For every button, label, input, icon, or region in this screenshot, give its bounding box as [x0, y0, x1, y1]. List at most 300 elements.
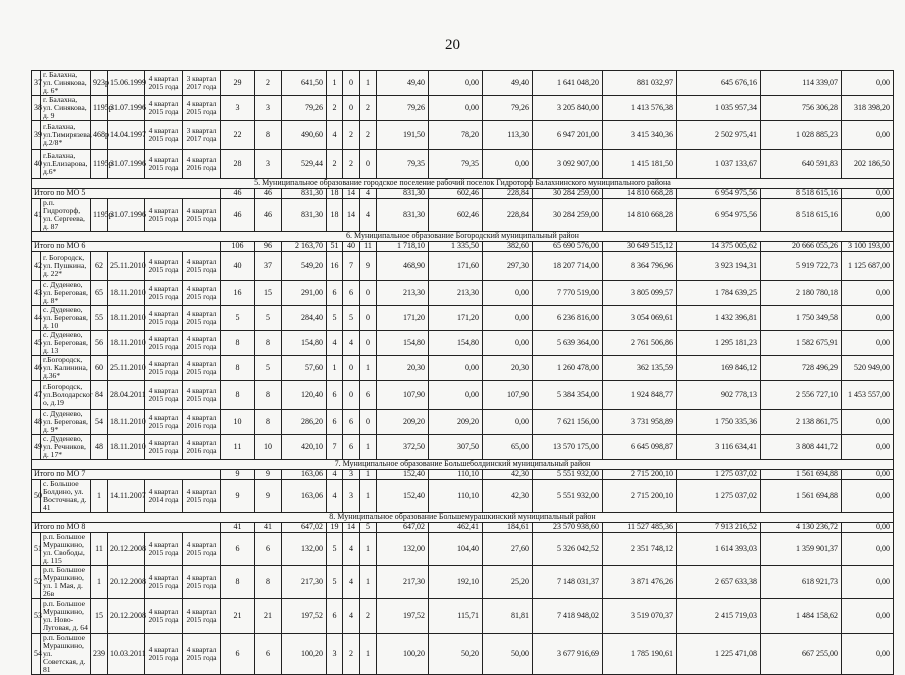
planned-end-period: 4 квартал 2016 года	[183, 150, 221, 179]
planned-start-period: 4 квартал 2015 года	[145, 199, 183, 232]
cell-c6: 8	[221, 381, 255, 410]
cell-c18: 1 561 694,88	[761, 480, 842, 513]
cell-c13: 115,71	[429, 599, 483, 634]
subtotal-cell-c15: 5 551 932,00	[533, 470, 603, 480]
table-row	[32, 435, 894, 460]
planned-start-period: 4 квартал 2015 года	[145, 410, 183, 435]
cell-c16: 3 805 099,57	[603, 281, 677, 306]
cell-c14: 25,20	[483, 566, 533, 599]
section-title: 5. Муниципальное образование городское поселение рабочий поселок Гидроторф Балахнинского муниципального района	[32, 179, 894, 189]
planned-end-period: 4 квартал 2015 года	[183, 252, 221, 281]
cell-c13: 192,10	[429, 566, 483, 599]
subtotal-cell-c15: 23 570 938,60	[533, 523, 603, 533]
document-date: 10.03.2011	[108, 634, 145, 675]
table-row	[32, 356, 894, 381]
cell-c14: 0,00	[483, 281, 533, 306]
cell-c7: 6	[255, 634, 282, 675]
cell-c11: 2	[360, 96, 377, 121]
document-date: 25.11.2010	[108, 356, 145, 381]
address-cell: с. Дуденево, ул. Береговая, д. 13	[41, 331, 91, 356]
cell-c17: 2 657 633,38	[677, 566, 761, 599]
subtotal-cell-c15: 30 284 259,00	[533, 189, 603, 199]
planned-end-period: 4 квартал 2015 года	[183, 599, 221, 634]
cell-c15: 6 236 816,00	[533, 306, 603, 331]
cell-c17: 1 225 471,08	[677, 634, 761, 675]
cell-c15: 5 551 932,00	[533, 480, 603, 513]
planned-end-period: 4 квартал 2015 года	[183, 331, 221, 356]
planned-end-period: 4 квартал 2015 года	[183, 306, 221, 331]
document-date: 15.06.1999	[108, 71, 145, 96]
planned-end-period: 4 квартал 2015 года	[183, 199, 221, 232]
cell-c9: 5	[327, 533, 343, 566]
row-number: 39	[32, 121, 41, 150]
planned-end-period: 3 квартал 2017 года	[183, 121, 221, 150]
cell-c9: 6	[327, 410, 343, 435]
cell-c18: 1 028 885,23	[761, 121, 842, 150]
subtotal-cell-c13: 462,41	[429, 523, 483, 533]
cell-c15: 3 677 916,69	[533, 634, 603, 675]
cell-c8: 291,00	[282, 281, 327, 306]
planned-start-period: 4 квартал 2015 года	[145, 435, 183, 460]
cell-c19: 1 125 687,00	[842, 252, 894, 281]
cell-c15: 1 260 478,00	[533, 356, 603, 381]
planned-end-period: 4 квартал 2015 года	[183, 533, 221, 566]
cell-c9: 18	[327, 199, 343, 232]
subtotal-cell-c6: 46	[221, 189, 255, 199]
cell-c12: 79,35	[377, 150, 429, 179]
subtotal-cell-c13: 1 335,50	[429, 242, 483, 252]
document-date: 14.04.1997	[108, 121, 145, 150]
cell-c19: 0,00	[842, 533, 894, 566]
cell-c6: 46	[221, 199, 255, 232]
resettlement-table	[31, 70, 894, 675]
cell-c7: 8	[255, 566, 282, 599]
cell-c10: 5	[343, 306, 360, 331]
document-date: 18.11.2010	[108, 306, 145, 331]
document-date: 31.07.1996	[108, 96, 145, 121]
planned-end-period: 4 квартал 2015 года	[183, 634, 221, 675]
subtotal-cell-c16: 2 715 200,10	[603, 470, 677, 480]
cell-c8: 57,60	[282, 356, 327, 381]
subtotal-cell-c13: 602,46	[429, 189, 483, 199]
cell-c10: 6	[343, 281, 360, 306]
subtotal-cell-c11: 1	[360, 470, 377, 480]
cell-c13: 307,50	[429, 435, 483, 460]
document-date: 25.11.2010	[108, 252, 145, 281]
cell-c16: 3 054 069,61	[603, 306, 677, 331]
subtotal-cell-c18: 1 561 694,88	[761, 470, 842, 480]
cell-c12: 217,30	[377, 566, 429, 599]
document-date: 18.11.2010	[108, 435, 145, 460]
cell-c15: 7 148 031,37	[533, 566, 603, 599]
cell-c19: 0,00	[842, 410, 894, 435]
cell-c9: 6	[327, 381, 343, 410]
address-cell: г.Балахна, ул.Тимирязева, д.2/8*	[41, 121, 91, 150]
cell-c6: 3	[221, 96, 255, 121]
cell-c9: 2	[327, 96, 343, 121]
cell-c11: 1	[360, 71, 377, 96]
cell-c10: 3	[343, 480, 360, 513]
subtotal-cell-c9: 18	[327, 189, 343, 199]
cell-c7: 21	[255, 599, 282, 634]
cell-c14: 49,40	[483, 71, 533, 96]
planned-start-period: 4 квартал 2015 года	[145, 306, 183, 331]
section-title: 7. Муниципальное образование Большеболдинский муниципальный район	[32, 460, 894, 470]
cell-c10: 4	[343, 331, 360, 356]
address-cell: с. Дуденево, ул. Речников, д. 17*	[41, 435, 91, 460]
cell-c12: 209,20	[377, 410, 429, 435]
subtotal-cell-c8: 831,30	[282, 189, 327, 199]
cell-c16: 881 032,97	[603, 71, 677, 96]
subtotal-label: Итого по МО 8	[32, 523, 221, 533]
address-cell: с. Дуденево, ул. Береговая, д. 9*	[41, 410, 91, 435]
document-number: 54	[91, 410, 108, 435]
table-row	[32, 71, 894, 96]
subtotal-cell-c7: 9	[255, 470, 282, 480]
cell-c14: 20,30	[483, 356, 533, 381]
section-heading-row	[32, 460, 894, 470]
table-row	[32, 252, 894, 281]
planned-start-period: 4 квартал 2015 года	[145, 150, 183, 179]
address-cell: с. Дуденево, ул. Береговая, д. 8*	[41, 281, 91, 306]
cell-c6: 21	[221, 599, 255, 634]
cell-c12: 197,52	[377, 599, 429, 634]
cell-c11: 9	[360, 252, 377, 281]
cell-c17: 1 750 335,36	[677, 410, 761, 435]
subtotal-cell-c7: 96	[255, 242, 282, 252]
cell-c10: 6	[343, 435, 360, 460]
document-date: 31.07.1996	[108, 150, 145, 179]
cell-c15: 7 418 948,02	[533, 599, 603, 634]
document-number: 62	[91, 252, 108, 281]
cell-c12: 152,40	[377, 480, 429, 513]
planned-end-period: 4 квартал 2016 года	[183, 435, 221, 460]
document-number: 48	[91, 435, 108, 460]
subtotal-cell-c6: 41	[221, 523, 255, 533]
cell-c10: 2	[343, 634, 360, 675]
cell-c11: 4	[360, 199, 377, 232]
cell-c10: 4	[343, 533, 360, 566]
cell-c8: 217,30	[282, 566, 327, 599]
subtotal-row	[32, 523, 894, 533]
cell-c18: 756 306,28	[761, 96, 842, 121]
subtotal-cell-c17: 6 954 975,56	[677, 189, 761, 199]
cell-c16: 2 761 506,86	[603, 331, 677, 356]
cell-c13: 0,00	[429, 96, 483, 121]
address-cell: г.Богородск, ул. Калинина, д.36*	[41, 356, 91, 381]
cell-c18: 1 359 901,37	[761, 533, 842, 566]
subtotal-cell-c6: 106	[221, 242, 255, 252]
cell-c8: 529,44	[282, 150, 327, 179]
cell-c8: 120,40	[282, 381, 327, 410]
cell-c6: 9	[221, 480, 255, 513]
table-row	[32, 121, 894, 150]
cell-c6: 5	[221, 306, 255, 331]
cell-c10: 0	[343, 381, 360, 410]
cell-c15: 3 092 907,00	[533, 150, 603, 179]
subtotal-cell-c14: 382,60	[483, 242, 533, 252]
cell-c16: 14 810 668,28	[603, 199, 677, 232]
subtotal-row	[32, 470, 894, 480]
cell-c11: 0	[360, 306, 377, 331]
cell-c15: 6 947 201,00	[533, 121, 603, 150]
subtotal-cell-c11: 5	[360, 523, 377, 533]
cell-c10: 6	[343, 410, 360, 435]
cell-c6: 10	[221, 410, 255, 435]
cell-c7: 2	[255, 71, 282, 96]
cell-c19: 0,00	[842, 634, 894, 675]
cell-c7: 5	[255, 306, 282, 331]
cell-c16: 3 415 340,36	[603, 121, 677, 150]
cell-c14: 107,90	[483, 381, 533, 410]
cell-c15: 5 639 364,00	[533, 331, 603, 356]
cell-c12: 100,20	[377, 634, 429, 675]
cell-c15: 18 207 714,00	[533, 252, 603, 281]
cell-c6: 6	[221, 533, 255, 566]
subtotal-cell-c7: 46	[255, 189, 282, 199]
subtotal-cell-c12: 1 718,10	[377, 242, 429, 252]
cell-c10: 2	[343, 150, 360, 179]
cell-c11: 0	[360, 410, 377, 435]
cell-c16: 3 519 070,37	[603, 599, 677, 634]
cell-c12: 154,80	[377, 331, 429, 356]
table-row	[32, 150, 894, 179]
subtotal-cell-c13: 110,10	[429, 470, 483, 480]
cell-c13: 213,30	[429, 281, 483, 306]
cell-c16: 1 924 848,77	[603, 381, 677, 410]
cell-c18: 1 484 158,62	[761, 599, 842, 634]
cell-c15: 30 284 259,00	[533, 199, 603, 232]
subtotal-cell-c19: 0,00	[842, 189, 894, 199]
cell-c18: 667 255,00	[761, 634, 842, 675]
cell-c11: 1	[360, 533, 377, 566]
cell-c8: 549,20	[282, 252, 327, 281]
subtotal-cell-c11: 11	[360, 242, 377, 252]
cell-c19: 0,00	[842, 281, 894, 306]
cell-c9: 1	[327, 356, 343, 381]
cell-c14: 50,00	[483, 634, 533, 675]
row-number: 37	[32, 71, 41, 96]
subtotal-row	[32, 242, 894, 252]
planned-start-period: 4 квартал 2015 года	[145, 634, 183, 675]
cell-c19: 202 186,50	[842, 150, 894, 179]
cell-c9: 6	[327, 599, 343, 634]
cell-c17: 1 295 181,23	[677, 331, 761, 356]
cell-c17: 2 415 719,03	[677, 599, 761, 634]
table-row	[32, 480, 894, 513]
cell-c15: 5 326 042,52	[533, 533, 603, 566]
subtotal-cell-c18: 8 518 615,16	[761, 189, 842, 199]
cell-c8: 132,00	[282, 533, 327, 566]
cell-c10: 7	[343, 252, 360, 281]
row-number: 54	[32, 634, 41, 675]
row-number: 49	[32, 435, 41, 460]
cell-c14: 65,00	[483, 435, 533, 460]
document-date: 20.12.2008	[108, 533, 145, 566]
cell-c10: 2	[343, 121, 360, 150]
subtotal-cell-c18: 20 666 055,26	[761, 242, 842, 252]
section-heading-row	[32, 513, 894, 523]
section-heading-row	[32, 232, 894, 242]
planned-end-period: 4 квартал 2015 года	[183, 480, 221, 513]
section-title: 6. Муниципальное образование Богородский муниципальный район	[32, 232, 894, 242]
cell-c14: 228,84	[483, 199, 533, 232]
row-number: 52	[32, 566, 41, 599]
cell-c17: 3 923 194,31	[677, 252, 761, 281]
document-number: 11	[91, 533, 108, 566]
document-date: 20.12.2008	[108, 599, 145, 634]
document-date: 18.11.2010	[108, 281, 145, 306]
cell-c12: 171,20	[377, 306, 429, 331]
cell-c11: 1	[360, 634, 377, 675]
cell-c8: 420,10	[282, 435, 327, 460]
table-row	[32, 566, 894, 599]
cell-c7: 6	[255, 533, 282, 566]
cell-c16: 1 415 181,50	[603, 150, 677, 179]
row-number: 42	[32, 252, 41, 281]
subtotal-cell-c12: 831,30	[377, 189, 429, 199]
document-date: 20.12.2008	[108, 566, 145, 599]
cell-c12: 49,40	[377, 71, 429, 96]
cell-c11: 2	[360, 121, 377, 150]
cell-c14: 81,81	[483, 599, 533, 634]
row-number: 50	[32, 480, 41, 513]
cell-c12: 213,30	[377, 281, 429, 306]
cell-c14: 0,00	[483, 410, 533, 435]
cell-c14: 297,30	[483, 252, 533, 281]
document-number: 65	[91, 281, 108, 306]
cell-c12: 20,30	[377, 356, 429, 381]
planned-start-period: 4 квартал 2015 года	[145, 566, 183, 599]
cell-c17: 1 614 393,03	[677, 533, 761, 566]
cell-c19: 0,00	[842, 435, 894, 460]
subtotal-cell-c15: 65 690 576,00	[533, 242, 603, 252]
address-cell: г. Балахна, ул. Синякова, д. 9	[41, 96, 91, 121]
cell-c18: 5 919 722,73	[761, 252, 842, 281]
subtotal-cell-c19: 0,00	[842, 470, 894, 480]
subtotal-cell-c10: 40	[343, 242, 360, 252]
address-cell: р.п. Большое Мурашкино, ул. Советская, д. 81	[41, 634, 91, 675]
subtotal-cell-c8: 2 163,70	[282, 242, 327, 252]
cell-c7: 3	[255, 150, 282, 179]
subtotal-cell-c14: 42,30	[483, 470, 533, 480]
cell-c11: 0	[360, 281, 377, 306]
subtotal-cell-c12: 152,40	[377, 470, 429, 480]
cell-c14: 42,30	[483, 480, 533, 513]
row-number: 43	[32, 281, 41, 306]
document-number: 55	[91, 306, 108, 331]
planned-start-period: 4 квартал 2015 года	[145, 356, 183, 381]
planned-end-period: 4 квартал 2015 года	[183, 381, 221, 410]
row-number: 44	[32, 306, 41, 331]
address-cell: р.п. Гидроторф, ул. Сергеева, д. 87	[41, 199, 91, 232]
cell-c14: 0,00	[483, 331, 533, 356]
subtotal-cell-c16: 30 649 515,12	[603, 242, 677, 252]
document-number: 923р	[91, 71, 108, 96]
planned-end-period: 4 квартал 2016 года	[183, 410, 221, 435]
cell-c6: 40	[221, 252, 255, 281]
cell-c9: 4	[327, 331, 343, 356]
cell-c15: 7 770 519,00	[533, 281, 603, 306]
cell-c10: 0	[343, 96, 360, 121]
cell-c7: 46	[255, 199, 282, 232]
subtotal-cell-c17: 1 275 037,02	[677, 470, 761, 480]
table-row	[32, 599, 894, 634]
cell-c14: 0,00	[483, 150, 533, 179]
cell-c13: 154,80	[429, 331, 483, 356]
cell-c12: 372,50	[377, 435, 429, 460]
document-number: 84	[91, 381, 108, 410]
subtotal-cell-c14: 228,84	[483, 189, 533, 199]
cell-c9: 4	[327, 480, 343, 513]
cell-c19: 520 949,00	[842, 356, 894, 381]
document-number: 15	[91, 599, 108, 634]
cell-c13: 50,20	[429, 634, 483, 675]
cell-c7: 3	[255, 96, 282, 121]
subtotal-cell-c10: 14	[343, 189, 360, 199]
subtotal-cell-c14: 184,61	[483, 523, 533, 533]
cell-c15: 1 641 048,20	[533, 71, 603, 96]
cell-c12: 132,00	[377, 533, 429, 566]
subtotal-cell-c9: 19	[327, 523, 343, 533]
address-cell: с. Дуденево, ул. Береговая, д. 10	[41, 306, 91, 331]
cell-c19: 0,00	[842, 480, 894, 513]
cell-c13: 78,20	[429, 121, 483, 150]
planned-end-period: 4 квартал 2015 года	[183, 566, 221, 599]
address-cell: р.п. Большое Мурашкино, ул. 1 Мая, д. 26в	[41, 566, 91, 599]
cell-c16: 362 135,59	[603, 356, 677, 381]
cell-c6: 6	[221, 634, 255, 675]
cell-c18: 728 496,29	[761, 356, 842, 381]
cell-c9: 5	[327, 566, 343, 599]
cell-c17: 1 037 133,67	[677, 150, 761, 179]
cell-c19: 0,00	[842, 566, 894, 599]
planned-end-period: 3 квартал 2017 года	[183, 71, 221, 96]
cell-c18: 1 750 349,58	[761, 306, 842, 331]
cell-c19: 0,00	[842, 71, 894, 96]
cell-c6: 28	[221, 150, 255, 179]
cell-c17: 902 778,13	[677, 381, 761, 410]
cell-c11: 0	[360, 150, 377, 179]
planned-start-period: 4 квартал 2015 года	[145, 71, 183, 96]
cell-c16: 2 351 748,12	[603, 533, 677, 566]
cell-c17: 1 432 396,81	[677, 306, 761, 331]
subtotal-cell-c8: 163,06	[282, 470, 327, 480]
subtotal-cell-c12: 647,02	[377, 523, 429, 533]
cell-c9: 3	[327, 634, 343, 675]
cell-c8: 286,20	[282, 410, 327, 435]
address-cell: г. Богородск, ул. Пушкина, д. 22*	[41, 252, 91, 281]
cell-c6: 8	[221, 566, 255, 599]
cell-c13: 171,60	[429, 252, 483, 281]
section-heading-row	[32, 179, 894, 189]
address-cell: р.п. Большое Мурашкино, ул. Ново-Луговая, д. 64	[41, 599, 91, 634]
cell-c8: 163,06	[282, 480, 327, 513]
cell-c13: 0,00	[429, 381, 483, 410]
cell-c10: 0	[343, 356, 360, 381]
cell-c17: 6 954 975,56	[677, 199, 761, 232]
cell-c12: 107,90	[377, 381, 429, 410]
cell-c8: 100,20	[282, 634, 327, 675]
address-cell: г.Балахна, ул.Елизарова, д.6*	[41, 150, 91, 179]
cell-c16: 3 871 476,26	[603, 566, 677, 599]
cell-c6: 22	[221, 121, 255, 150]
cell-c11: 2	[360, 599, 377, 634]
cell-c10: 4	[343, 599, 360, 634]
cell-c13: 0,00	[429, 356, 483, 381]
row-number: 46	[32, 356, 41, 381]
planned-end-period: 4 квартал 2015 года	[183, 96, 221, 121]
